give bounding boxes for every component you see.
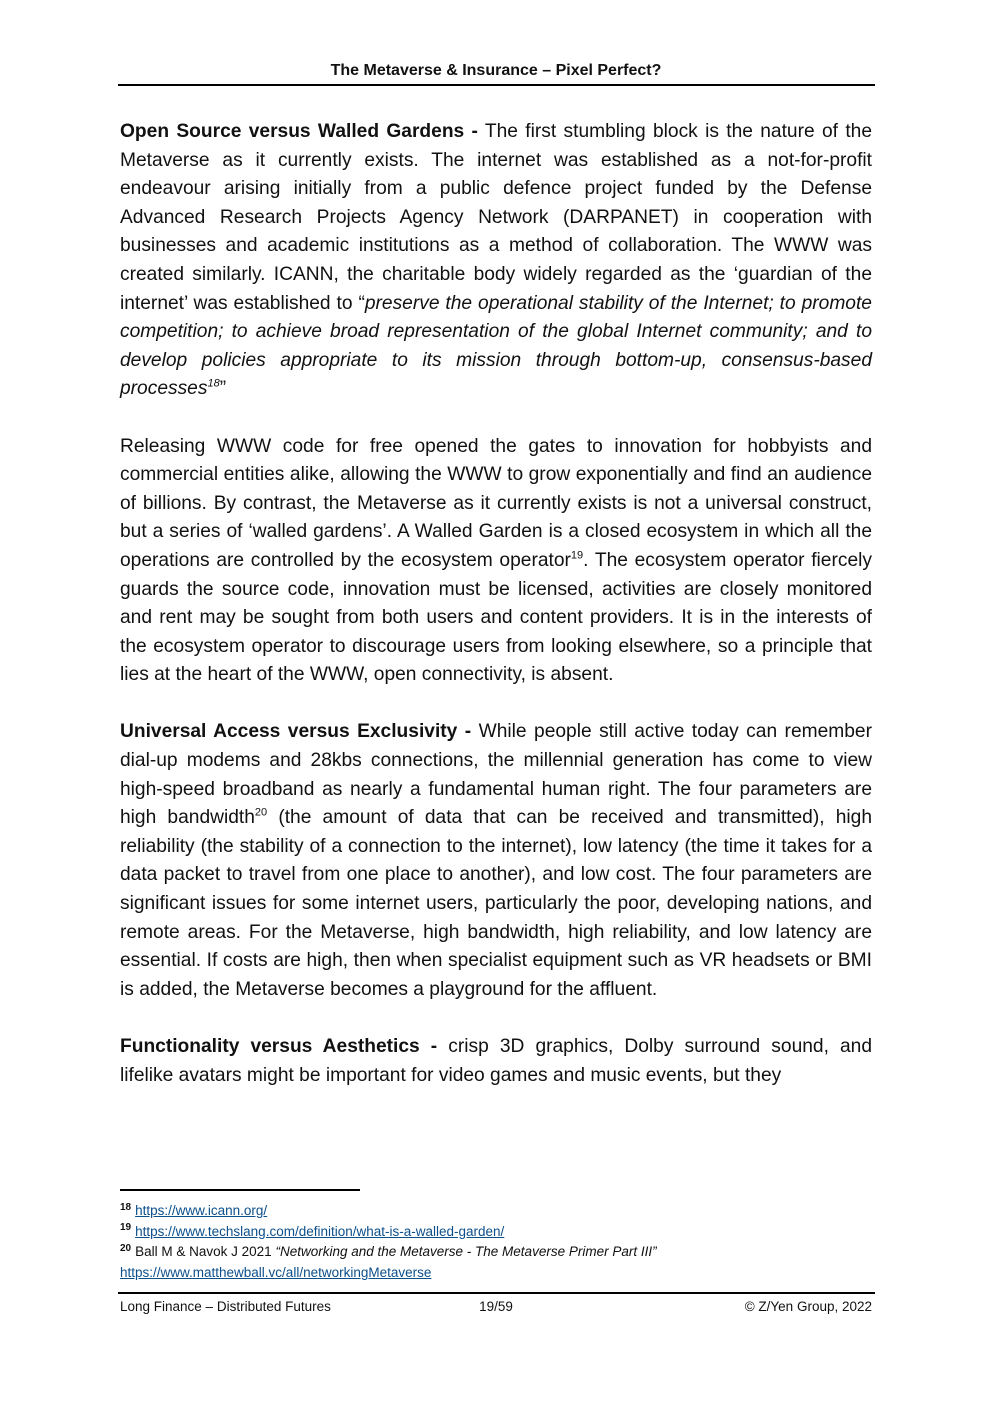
paragraph-text: . The ecosystem operator fiercely guards the source code, innovation must be licensed, activities are closely monitored and rent may be sought from both users and content providers. It is in the interests of the ecosystem operator to discourage users from looking elsewhere, so a principle that lies at the heart of the WWW, open connectivity, is absent. bbox=[120, 549, 872, 686]
footnote-number: 20 bbox=[120, 1242, 132, 1254]
paragraph-text: crisp 3D graphics, Dolby surround sound, and lifelike avatars might be important for video games and music events, but they bbox=[120, 1036, 872, 1086]
footnote-link[interactable]: https://www.techslang.com/definition/what-is-a-walled-garden/ bbox=[135, 1223, 505, 1239]
paragraph-text: While people still active today can remember dial-up modems and 28kbs connections, the millennial generation has come to view high-speed broadband as nearly a fundamental human right. The four parameters are high bandwidth bbox=[120, 721, 872, 829]
paragraph-universal-access bbox=[120, 718, 872, 1004]
icann-quote: preserve the operational stability of the Internet; to promote competition; to achieve broad representation of the global Internet community; and to develop policies appropriate to its mission through bottom-up, consensus-based processes bbox=[120, 292, 872, 400]
footnote-link[interactable]: https://www.matthewball.vc/all/networkingMetaverse bbox=[120, 1264, 432, 1280]
quote-close: ” bbox=[219, 378, 227, 400]
running-header: The Metaverse & Insurance – Pixel Perfect? bbox=[330, 62, 662, 79]
paragraph-open-source bbox=[120, 118, 872, 404]
paragraph-functionality bbox=[120, 1033, 872, 1090]
footnote-text: Ball M & Navok J 2021 bbox=[135, 1244, 276, 1259]
footer-publication: Long Finance – Distributed Futures bbox=[120, 1299, 331, 1314]
footnotes bbox=[120, 1201, 872, 1283]
footnote-number: 18 bbox=[120, 1201, 132, 1213]
footnote-20-url bbox=[120, 1263, 872, 1284]
paragraph-lead: Open Source versus Walled Gardens - bbox=[120, 121, 478, 142]
paragraph-walled-garden bbox=[120, 433, 872, 690]
page-number: 19/59 bbox=[479, 1299, 513, 1314]
footnote-20 bbox=[120, 1242, 872, 1263]
footnote-number: 19 bbox=[120, 1222, 132, 1233]
body-text bbox=[120, 118, 872, 1090]
paragraph-lead: Universal Access versus Exclusivity - bbox=[120, 721, 472, 743]
footnote-18 bbox=[120, 1201, 872, 1222]
footnote-ref: 20 bbox=[254, 806, 268, 819]
paragraph-lead: Functionality versus Aesthetics - bbox=[120, 1036, 438, 1057]
header-rule bbox=[118, 84, 875, 86]
footnote-link[interactable]: https://www.icann.org/ bbox=[135, 1203, 268, 1218]
footnote-separator bbox=[120, 1189, 360, 1191]
paragraph-text: (the amount of data that can be received and transmitted), high reliability (the stability of a connection to the internet), low latency (the time it takes for a data packet to travel from one place to another), and low cost. The four parameters are significant issues for some internet users, particularly the poor, developing nations, and remote areas. For the Metaverse, high bandwidth, high reliability, and low latency are essential. If costs are high, then when specialist equipment such as VR headsets or BMI is added, the Metaverse becomes a playground for the affluent. bbox=[120, 807, 872, 1000]
footer-copyright: © Z/Yen Group, 2022 bbox=[744, 1299, 872, 1314]
page-footer bbox=[120, 1297, 872, 1317]
footnote-19 bbox=[120, 1222, 872, 1243]
footnote-ref: 18 bbox=[207, 377, 220, 390]
paragraph-text: The first stumbling block is the nature of the Metaverse as it currently exists. The internet was established as a not-for-profit endeavour arising initially from a public defence project funded by the Defense Advanced Research Projects Agency Network (DARPANET) in cooperation with businesses and academic institutions as a method of collaboration. The WWW was created similarly. ICANN, the charitable body widely regarded as the ‘guardian of the internet’ was established to “ bbox=[120, 121, 872, 314]
footnote-title: “Networking and the Metaverse - The Metaverse Primer Part III” bbox=[275, 1244, 657, 1259]
paragraph-text: Releasing WWW code for free opened the gates to innovation for hobbyists and commercial entities alike, allowing the WWW to grow exponentially and find an audience of billions. By contrast, the Metaverse as it currently exists is not a universal construct, but a series of ‘walled gardens’. A Walled Garden is a closed ecosystem in which all the operations are controlled by the ecosystem operator bbox=[120, 435, 872, 571]
footnote-ref: 19 bbox=[570, 549, 584, 562]
footer-rule bbox=[118, 1292, 875, 1294]
